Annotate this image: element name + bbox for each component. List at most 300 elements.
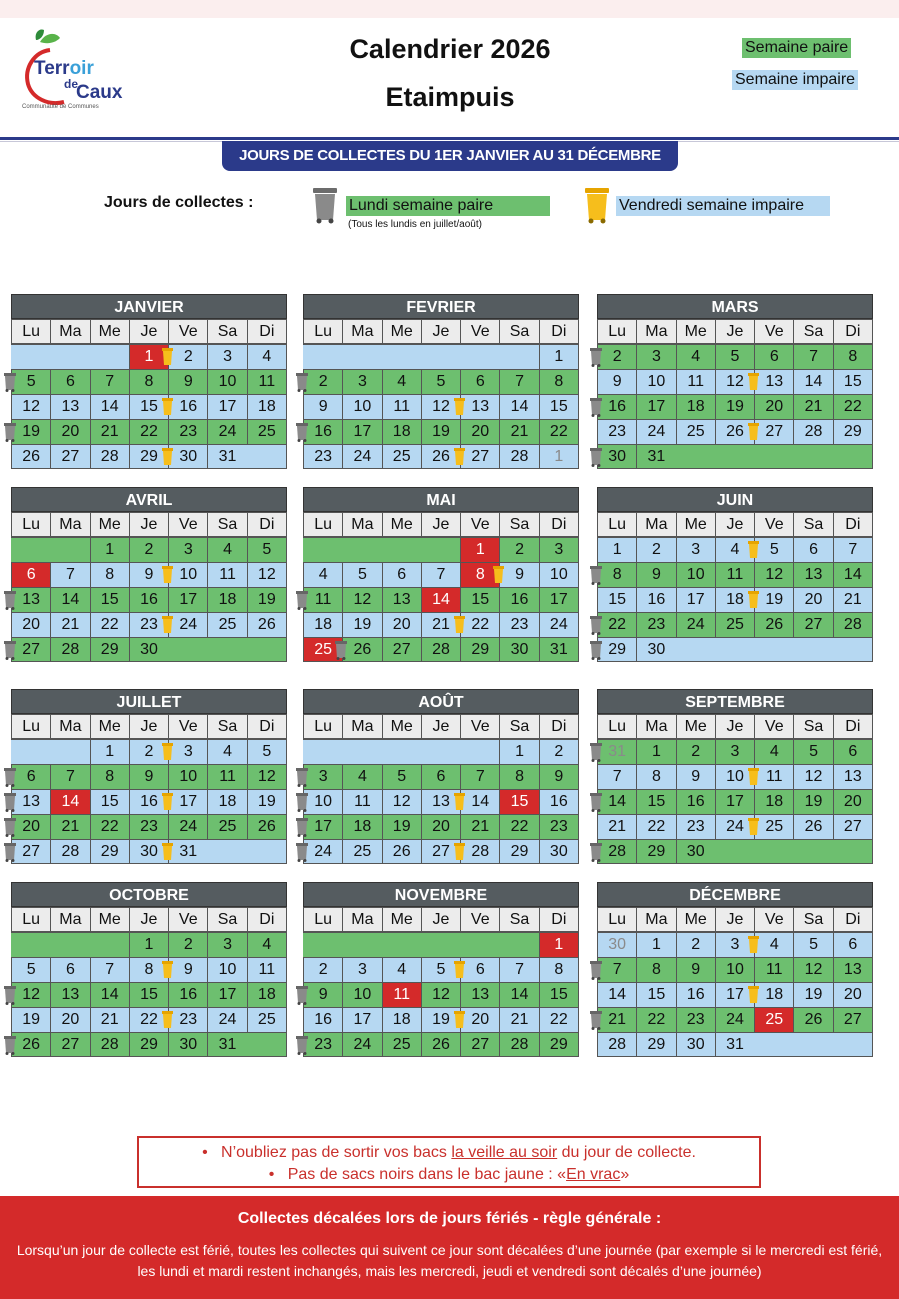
yellow-bin-icon — [748, 373, 759, 392]
grey-bin-icon — [312, 186, 338, 224]
yellow-bin-icon — [748, 768, 759, 787]
day-cell: 19 — [754, 588, 793, 612]
day-cell: 21 — [50, 815, 89, 839]
day-cell: 7 — [90, 958, 129, 982]
day-cell: 2 — [676, 933, 715, 957]
weekday-label: Lu — [597, 907, 637, 932]
day-cell — [11, 345, 50, 369]
day-cell: 23 — [676, 1008, 715, 1032]
day-cell: 28 — [499, 445, 538, 468]
day-cell: 26 — [247, 613, 287, 637]
grey-bin-icon — [4, 1036, 16, 1055]
holiday-day-cell: 14 — [50, 790, 89, 814]
day-cell: 30 — [676, 840, 715, 863]
odd-week-row — [303, 839, 579, 864]
day-cell: 23 — [168, 420, 207, 444]
day-cell: 6 — [50, 370, 89, 394]
day-cell: 27 — [382, 638, 421, 661]
day-cell: 15 — [460, 588, 499, 612]
day-cell: 25 — [715, 613, 754, 637]
day-cell: 26 — [247, 815, 287, 839]
day-cell: 17 — [342, 1008, 381, 1032]
yellow-bin-icon — [162, 398, 173, 417]
weekday-label: Sa — [207, 714, 247, 739]
grey-bin-icon — [296, 1036, 308, 1055]
weekday-label: Je — [715, 512, 755, 537]
day-cell: 8 — [597, 563, 636, 587]
weekday-label: Lu — [597, 512, 637, 537]
month-calendar — [597, 294, 873, 469]
day-cell: 20 — [460, 420, 499, 444]
day-cell — [833, 1033, 873, 1056]
day-cell: 28 — [597, 1033, 636, 1056]
weekday-label: Sa — [207, 907, 247, 932]
day-cell: 14 — [833, 563, 873, 587]
day-cell — [421, 345, 460, 369]
day-cell: 26 — [793, 815, 832, 839]
day-cell: 6 — [460, 958, 499, 982]
day-cell — [421, 933, 460, 957]
yellow-bin-icon — [748, 541, 759, 560]
even-week-row — [597, 612, 873, 637]
day-cell: 3 — [342, 958, 381, 982]
day-cell: 15 — [833, 370, 873, 394]
day-cell: 3 — [303, 765, 342, 789]
grey-bin-icon — [4, 986, 16, 1005]
day-cell: 19 — [793, 983, 832, 1007]
day-cell: 16 — [499, 588, 538, 612]
day-cell: 10 — [342, 395, 381, 419]
day-cell: 21 — [597, 815, 636, 839]
even-week-row — [11, 764, 287, 789]
day-cell: 22 — [460, 613, 499, 637]
day-cell: 5 — [11, 958, 50, 982]
day-cell: 8 — [499, 765, 538, 789]
day-cell: 8 — [129, 370, 168, 394]
weekday-header — [303, 714, 579, 739]
month-calendar — [303, 689, 579, 864]
day-cell: 26 — [382, 840, 421, 863]
day-cell: 28 — [499, 1033, 538, 1056]
odd-week-row — [11, 839, 287, 864]
weekday-label: Di — [539, 907, 579, 932]
weekday-label: Je — [715, 319, 755, 344]
day-cell: 7 — [50, 765, 89, 789]
day-cell: 24 — [715, 1008, 754, 1032]
header-divider — [0, 137, 899, 140]
day-cell: 3 — [715, 933, 754, 957]
day-cell: 20 — [833, 790, 873, 814]
yellow-bin-icon — [454, 616, 465, 635]
day-cell — [793, 638, 832, 661]
weekday-label: Je — [421, 714, 461, 739]
day-cell: 27 — [833, 815, 873, 839]
day-cell: 18 — [382, 420, 421, 444]
day-cell — [50, 933, 89, 957]
day-cell: 4 — [342, 765, 381, 789]
day-cell: 6 — [50, 958, 89, 982]
day-cell: 22 — [129, 1008, 168, 1032]
even-week-row — [11, 369, 287, 394]
holiday-day-cell: 8 — [460, 563, 499, 587]
weekday-label: Di — [833, 512, 873, 537]
day-cell: 21 — [50, 613, 89, 637]
odd-week-row — [303, 739, 579, 764]
day-cell: 12 — [382, 790, 421, 814]
day-cell: 12 — [11, 983, 50, 1007]
even-week-row — [597, 444, 873, 469]
day-cell: 24 — [207, 420, 246, 444]
odd-week-row — [303, 344, 579, 369]
day-cell — [342, 538, 381, 562]
day-cell: 22 — [90, 815, 129, 839]
day-cell: 11 — [247, 370, 287, 394]
day-cell: 12 — [793, 958, 832, 982]
day-cell: 27 — [460, 445, 499, 468]
grey-bin-icon — [590, 398, 602, 417]
weekday-header — [303, 907, 579, 932]
day-cell: 18 — [303, 613, 342, 637]
yellow-bin-icon — [454, 843, 465, 862]
day-cell: 14 — [50, 588, 89, 612]
day-cell: 27 — [11, 840, 50, 863]
day-cell: 6 — [11, 765, 50, 789]
month-name: AOÛT — [303, 689, 579, 714]
reminder-text-end: » — [620, 1166, 630, 1183]
day-cell: 7 — [597, 958, 636, 982]
day-cell: 10 — [715, 958, 754, 982]
odd-week-row — [11, 739, 287, 764]
even-week-row — [303, 1032, 579, 1057]
weekday-label: Ve — [460, 907, 500, 932]
weekday-label: Me — [90, 714, 130, 739]
day-cell: 27 — [50, 445, 89, 468]
weekday-header — [597, 907, 873, 932]
grey-bin-icon — [4, 423, 16, 442]
month-name: JANVIER — [11, 294, 287, 319]
day-cell: 24 — [207, 1008, 246, 1032]
grey-bin-icon — [4, 818, 16, 837]
yellow-bin-icon — [454, 1011, 465, 1030]
day-cell — [833, 638, 873, 661]
day-cell: 18 — [247, 395, 287, 419]
day-cell: 26 — [793, 1008, 832, 1032]
day-cell: 18 — [342, 815, 381, 839]
day-cell: 13 — [754, 370, 793, 394]
even-week-row — [597, 739, 873, 764]
weekday-label: Je — [715, 907, 755, 932]
day-cell: 21 — [499, 420, 538, 444]
day-cell: 23 — [129, 613, 168, 637]
weekday-label: Je — [129, 512, 169, 537]
weekday-label: Ve — [168, 907, 208, 932]
weekday-label: Di — [833, 714, 873, 739]
weekday-label: Me — [676, 714, 716, 739]
day-cell: 13 — [11, 790, 50, 814]
day-cell: 25 — [207, 613, 246, 637]
day-cell: 4 — [754, 933, 793, 957]
holiday-day-cell: 14 — [421, 588, 460, 612]
day-cell — [754, 638, 793, 661]
day-cell: 19 — [11, 1008, 50, 1032]
weekday-label: Lu — [11, 714, 51, 739]
day-cell: 29 — [90, 840, 129, 863]
grey-bin-icon — [590, 743, 602, 762]
weekday-header — [11, 714, 287, 739]
even-week-row — [303, 369, 579, 394]
day-cell: 6 — [421, 765, 460, 789]
odd-week-row — [597, 369, 873, 394]
month-name: MAI — [303, 487, 579, 512]
day-cell: 17 — [636, 395, 675, 419]
day-cell — [342, 933, 381, 957]
day-cell: 16 — [676, 983, 715, 1007]
day-cell: 27 — [50, 1033, 89, 1056]
day-cell: 13 — [50, 395, 89, 419]
holiday-day-cell: 11 — [382, 983, 421, 1007]
weekday-label: Sa — [207, 319, 247, 344]
grey-bin-icon — [296, 768, 308, 787]
day-cell — [247, 445, 287, 468]
day-cell: 12 — [342, 588, 381, 612]
holiday-day-cell: 25 — [754, 1008, 793, 1032]
day-cell — [11, 740, 50, 764]
yellow-bin-icon — [162, 566, 173, 585]
day-cell — [676, 638, 715, 661]
svg-text:de: de — [64, 77, 79, 91]
grey-bin-icon — [296, 423, 308, 442]
weekday-label: Me — [382, 907, 422, 932]
odd-week-row — [597, 764, 873, 789]
weekday-label: Ve — [460, 319, 500, 344]
day-cell: 31 — [207, 1033, 246, 1056]
yellow-bin-icon — [748, 818, 759, 837]
grey-bin-icon — [296, 373, 308, 392]
day-cell: 14 — [499, 395, 538, 419]
collection-days-label: Jours de collectes : — [104, 194, 254, 211]
day-cell: 16 — [303, 1008, 342, 1032]
yellow-bin-icon — [454, 793, 465, 812]
town-name: Etaimpuis — [385, 82, 515, 112]
svg-text:Communauté de Communes: Communauté de Communes — [22, 104, 99, 110]
day-cell: 7 — [421, 563, 460, 587]
odd-week-row — [597, 419, 873, 444]
day-cell: 23 — [676, 815, 715, 839]
weekday-header — [11, 907, 287, 932]
day-cell: 29 — [539, 1033, 579, 1056]
day-cell: 22 — [539, 420, 579, 444]
day-cell — [247, 638, 287, 661]
day-cell: 7 — [793, 345, 832, 369]
day-cell: 19 — [382, 815, 421, 839]
yellow-bin-icon — [748, 936, 759, 955]
page-title: Calendrier 2026 — [349, 34, 551, 64]
day-cell: 28 — [50, 840, 89, 863]
yellow-bin-icon — [454, 961, 465, 980]
day-cell: 11 — [754, 958, 793, 982]
day-cell: 5 — [793, 740, 832, 764]
day-cell: 17 — [168, 588, 207, 612]
day-cell: 4 — [676, 345, 715, 369]
even-week-row — [303, 932, 579, 957]
month-calendar — [597, 689, 873, 864]
day-cell: 27 — [793, 613, 832, 637]
day-cell: 30 — [129, 840, 168, 863]
weekday-label: Sa — [499, 907, 539, 932]
even-week-row — [11, 537, 287, 562]
day-cell: 10 — [539, 563, 579, 587]
day-cell: 23 — [303, 1033, 342, 1056]
even-week-row — [597, 789, 873, 814]
day-cell: 15 — [129, 983, 168, 1007]
weekday-label: Di — [247, 714, 287, 739]
weekday-label: Me — [90, 319, 130, 344]
day-cell: 22 — [129, 420, 168, 444]
day-cell: 16 — [303, 420, 342, 444]
odd-week-row — [11, 444, 287, 469]
day-cell: 18 — [207, 790, 246, 814]
weekday-label: Ma — [636, 319, 676, 344]
day-cell: 21 — [460, 815, 499, 839]
day-cell: 13 — [382, 588, 421, 612]
en-vrac-link[interactable]: En vrac — [566, 1166, 621, 1183]
weekday-label: Di — [247, 907, 287, 932]
day-cell — [460, 933, 499, 957]
day-cell: 1 — [597, 538, 636, 562]
month-name: OCTOBRE — [11, 882, 287, 907]
month-calendar — [11, 882, 287, 1057]
day-cell — [421, 740, 460, 764]
day-cell — [382, 345, 421, 369]
even-week-row — [303, 764, 579, 789]
day-cell: 10 — [207, 370, 246, 394]
day-cell: 27 — [754, 420, 793, 444]
weekday-header — [597, 512, 873, 537]
day-cell: 19 — [421, 1008, 460, 1032]
odd-week-row — [597, 982, 873, 1007]
day-cell: 2 — [129, 740, 168, 764]
day-cell — [90, 345, 129, 369]
yellow-bin-icon — [493, 566, 504, 585]
grey-bin-icon — [4, 843, 16, 862]
day-cell: 22 — [499, 815, 538, 839]
day-cell: 27 — [833, 1008, 873, 1032]
day-cell: 25 — [247, 1008, 287, 1032]
day-cell: 14 — [460, 790, 499, 814]
day-cell: 21 — [90, 420, 129, 444]
day-cell: 7 — [499, 370, 538, 394]
odd-week-row — [303, 562, 579, 587]
weekday-label: Ve — [754, 907, 794, 932]
day-cell: 2 — [303, 370, 342, 394]
day-cell — [207, 840, 246, 863]
day-cell: 20 — [11, 613, 50, 637]
day-cell: 9 — [597, 370, 636, 394]
day-cell: 21 — [597, 1008, 636, 1032]
holiday-day-cell: 1 — [539, 933, 579, 957]
day-cell: 27 — [421, 840, 460, 863]
holiday-day-cell: 25 — [303, 638, 342, 661]
day-cell: 2 — [676, 740, 715, 764]
day-cell: 9 — [168, 370, 207, 394]
day-cell — [754, 445, 793, 468]
day-cell — [303, 345, 342, 369]
day-cell: 14 — [793, 370, 832, 394]
day-cell: 20 — [50, 420, 89, 444]
day-cell: 17 — [539, 588, 579, 612]
day-cell: 3 — [168, 538, 207, 562]
reminder-text: Pas de sacs noirs dans le bac jaune : « — [287, 1166, 567, 1183]
weekday-label: Ma — [50, 714, 90, 739]
day-cell: 17 — [715, 790, 754, 814]
day-cell: 25 — [754, 815, 793, 839]
day-cell: 29 — [636, 840, 675, 863]
odd-week-row — [597, 637, 873, 662]
day-cell: 20 — [793, 588, 832, 612]
day-cell: 12 — [754, 563, 793, 587]
odd-week-row — [303, 1007, 579, 1032]
weekday-label: Sa — [499, 714, 539, 739]
weekday-label: Lu — [597, 714, 637, 739]
day-cell — [11, 933, 50, 957]
weekday-label: Je — [129, 714, 169, 739]
day-cell: 28 — [833, 613, 873, 637]
day-cell: 16 — [676, 790, 715, 814]
grey-bin-icon — [296, 793, 308, 812]
yellow-bin-icon — [162, 743, 173, 762]
day-cell — [382, 538, 421, 562]
day-cell: 8 — [129, 958, 168, 982]
day-cell: 29 — [636, 1033, 675, 1056]
day-cell: 2 — [539, 740, 579, 764]
weekday-label: Ve — [754, 319, 794, 344]
footer-heading: Collectes décalées lors de jours fériés - règle générale : — [237, 1210, 662, 1227]
day-cell: 15 — [636, 983, 675, 1007]
day-cell: 5 — [342, 563, 381, 587]
weekday-label: Je — [129, 907, 169, 932]
weekday-label: Ve — [168, 714, 208, 739]
day-cell: 11 — [382, 395, 421, 419]
top-band — [0, 0, 899, 18]
day-cell: 19 — [247, 588, 287, 612]
day-cell: 1 — [129, 933, 168, 957]
month-name: MARS — [597, 294, 873, 319]
grey-bin-icon — [4, 768, 16, 787]
weekday-label: Me — [676, 319, 716, 344]
day-cell — [793, 445, 832, 468]
month-calendar — [303, 882, 579, 1057]
day-cell: 22 — [833, 395, 873, 419]
day-cell: 12 — [11, 395, 50, 419]
day-cell: 31 — [207, 445, 246, 468]
odd-week-row — [11, 562, 287, 587]
day-cell: 10 — [303, 790, 342, 814]
day-cell: 23 — [539, 815, 579, 839]
day-cell: 5 — [382, 765, 421, 789]
weekday-label: Di — [833, 907, 873, 932]
day-cell — [382, 740, 421, 764]
day-cell: 2 — [129, 538, 168, 562]
day-cell — [11, 538, 50, 562]
month-calendar — [11, 689, 287, 864]
day-cell: 23 — [636, 613, 675, 637]
day-cell: 4 — [207, 740, 246, 764]
day-cell: 9 — [636, 563, 675, 587]
weekday-label: Ve — [754, 714, 794, 739]
odd-week-row — [597, 932, 873, 957]
weekday-label: Ve — [754, 512, 794, 537]
day-cell: 2 — [636, 538, 675, 562]
